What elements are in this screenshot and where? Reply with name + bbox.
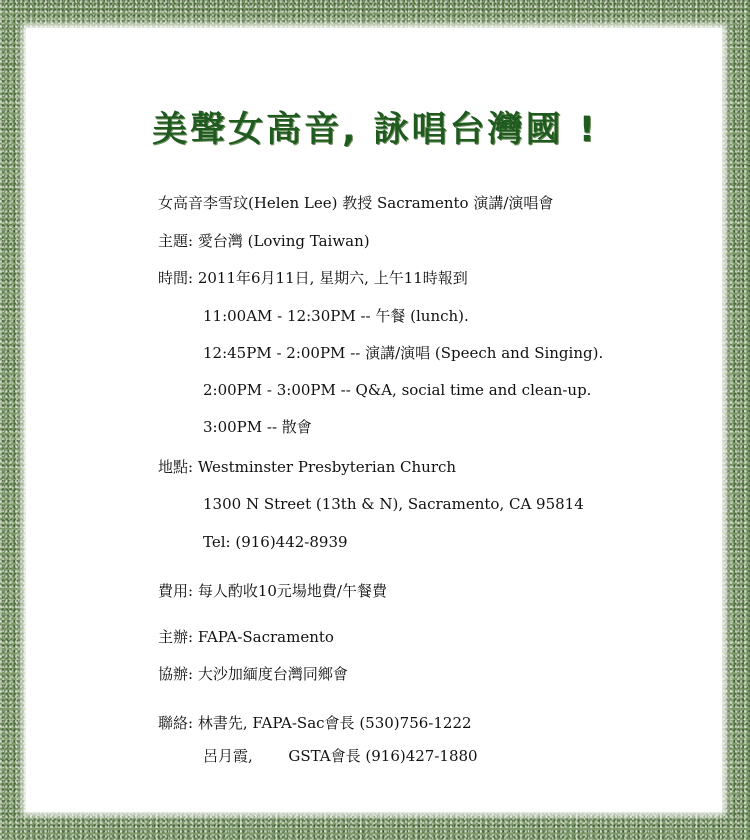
location-label: 地點: [158,458,194,476]
contact-line-1: 林書先, FAPA-Sac會長 (530)756-1222 [197,714,472,732]
co-organizer-value: 大沙加緬度台灣同鄉會 [197,665,348,683]
time-row [158,268,468,288]
organizer-row [158,627,334,647]
schedule-item-lunch: 11:00AM - 12:30PM -- 午餐 (lunch). [203,307,469,325]
contact-row [158,713,472,733]
schedule-item-end: 3:00PM -- 散會 [203,418,312,436]
location-name: Westminster Presbyterian Church [197,458,457,476]
topic-row [158,231,370,251]
organizer-value: FAPA-Sacramento [197,628,334,646]
flyer-title: 美聲女高音, 詠唱台灣國 ! [152,110,598,150]
event-header: 女高音李雪玟(Helen Lee) 教授 Sacramento 演講/演唱會 [158,194,554,212]
co-organizer-label: 協辦: [158,665,194,683]
contact-line-2 [203,746,478,766]
topic-label: 主題: [158,232,194,250]
topic-value: 愛台灣 (Loving Taiwan) [197,232,370,250]
location-row [158,457,456,477]
contact-line-2-name: 呂月霞, [203,747,253,765]
fee-row [158,581,387,601]
time-value: 2011年6月11日, 星期六, 上午11時報到 [197,269,468,287]
co-organizer-row [158,664,348,684]
schedule-item-speech: 12:45PM - 2:00PM -- 演講/演唱 (Speech and Singing). [203,344,604,362]
fee-label: 費用: [158,582,194,600]
organizer-label: 主辦: [158,628,194,646]
time-label: 時間: [158,269,194,287]
fee-value: 每人酌收10元場地費/午餐費 [197,582,387,600]
location-tel: Tel: (916)442-8939 [203,533,348,551]
location-address: 1300 N Street (13th & N), Sacramento, CA 95814 [203,495,584,513]
schedule-item-qa: 2:00PM - 3:00PM -- Q&A, social time and clean-up. [203,381,592,399]
contact-line-2-rest: GSTA會長 (916)427-1880 [288,747,478,765]
contact-label: 聯絡: [158,714,194,732]
